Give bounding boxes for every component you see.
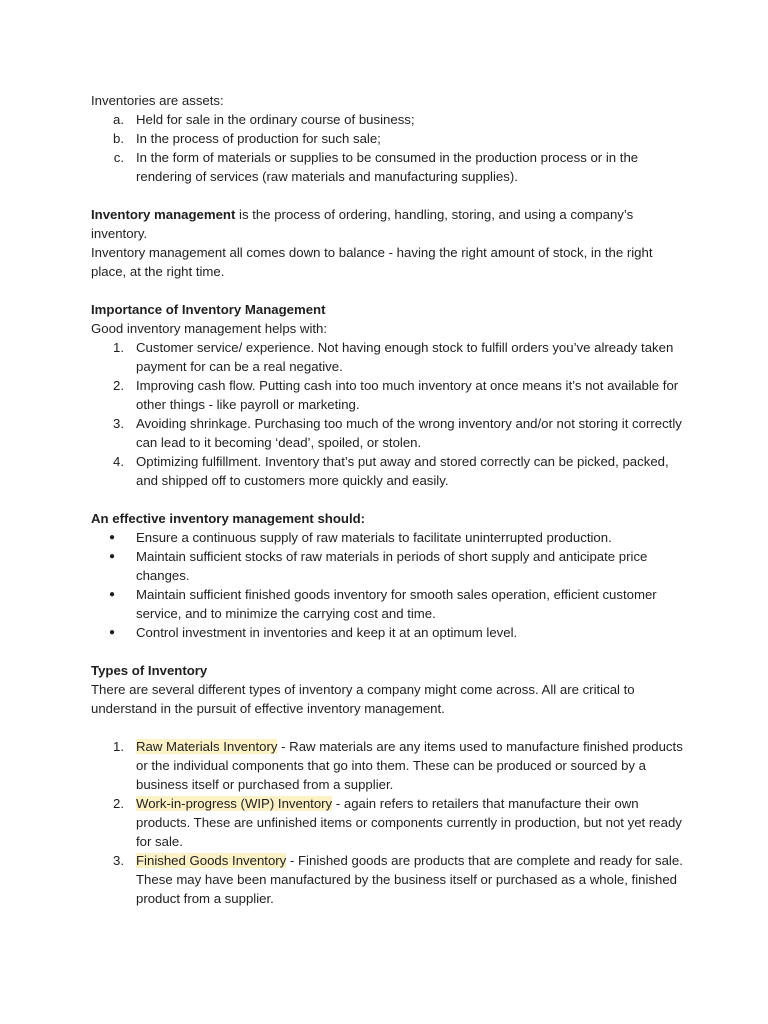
list-marker: 4.: [113, 454, 124, 469]
list-item-text: - again refers to retailers that manufacture their own products. These are unfinished items or components currently in production, but not yet ready for sale.: [136, 796, 682, 849]
list-item: [91, 376, 691, 414]
list-item-text: In the process of production for such sale;: [136, 131, 381, 146]
list-marker: a.: [113, 112, 124, 127]
importance-heading: Importance of Inventory Management: [91, 302, 326, 317]
types-intro: There are several different types of inventory a company might come across. All are critical to understand in the pursuit of effective inventory management.: [91, 682, 635, 716]
bullet-icon: ●: [109, 551, 116, 562]
list-item-text: Customer service/ experience. Not having enough stock to fulfill orders you’ve already taken payment for can be a real negative.: [136, 340, 674, 374]
list-item-text: Ensure a continuous supply of raw materials to facilitate uninterrupted production.: [136, 530, 612, 545]
list-item-text: Optimizing fulfillment. Inventory that’s put away and stored correctly can be picked, packed, and shipped off to customers more quickly and easily.: [136, 454, 669, 488]
importance-list: [91, 338, 691, 490]
list-item-text: Improving cash flow. Putting cash into too much inventory at once means it’s not available for other things - like payroll or marketing.: [136, 378, 679, 412]
document-body: [91, 91, 691, 908]
list-marker: 1.: [113, 739, 124, 754]
highlighted-term: Work-in-progress (WIP) Inventory: [136, 796, 333, 811]
list-marker: b.: [113, 131, 124, 146]
types-heading: Types of Inventory: [91, 663, 208, 678]
list-item-text: Control investment in inventories and keep it at an optimum level.: [136, 625, 518, 640]
importance-intro: Good inventory management helps with:: [91, 321, 328, 336]
list-item: [91, 737, 691, 794]
list-item: [91, 338, 691, 376]
list-item: [91, 129, 691, 148]
list-item: [91, 547, 691, 585]
assets-intro: Inventories are assets:: [91, 93, 224, 108]
highlighted-term: Finished Goods Inventory: [136, 853, 287, 868]
bullet-icon: ●: [109, 627, 116, 638]
list-item-text: - Finished goods are products that are complete and ready for sale. These may have been manufactured by the business itself or purchased as a whole, finished product from a supplier.: [136, 853, 683, 906]
bullet-icon: ●: [109, 589, 116, 600]
definition-paragraph: [91, 205, 691, 243]
types-list: [91, 737, 691, 908]
list-item-text: In the form of materials or supplies to be consumed in the production process or in the rendering of services (raw materials and manufacturing supplies).: [136, 150, 639, 184]
list-item: [91, 414, 691, 452]
list-item: [91, 148, 691, 186]
assets-list: [91, 110, 691, 186]
definition-text: is the process of ordering, handling, storing, and using a company’s inventory.: [91, 207, 634, 241]
list-marker: c.: [113, 150, 124, 165]
list-marker: 3.: [113, 416, 124, 431]
list-item: [91, 794, 691, 851]
list-item: [91, 623, 691, 642]
list-item: [91, 528, 691, 547]
list-item-text: Held for sale in the ordinary course of business;: [136, 112, 415, 127]
list-item-text: Avoiding shrinkage. Purchasing too much of the wrong inventory and/or not storing it correctly can lead to it becoming ‘dead’, spoiled, or stolen.: [136, 416, 682, 450]
list-item-text: Maintain sufficient finished goods inventory for smooth sales operation, efficient customer service, and to minimize the carrying cost and time.: [136, 587, 657, 621]
effective-list: [91, 528, 691, 642]
list-item: [91, 585, 691, 623]
list-item-text: Maintain sufficient stocks of raw materials in periods of short supply and anticipate price changes.: [136, 549, 648, 583]
list-marker: 1.: [113, 340, 124, 355]
list-item: [91, 452, 691, 490]
balance-paragraph: Inventory management all comes down to balance - having the right amount of stock, in the right place, at the right time.: [91, 245, 653, 279]
list-item-text: - Raw materials are any items used to manufacture finished products or the individual components that go into them. These can be produced or sourced by a business itself or purchased from a supplier.: [136, 739, 683, 792]
list-item: [91, 851, 691, 908]
effective-heading: An effective inventory management should:: [91, 511, 366, 526]
highlighted-term: Raw Materials Inventory: [136, 739, 278, 754]
definition-term: Inventory management: [91, 207, 236, 222]
list-marker: 2.: [113, 796, 124, 811]
list-marker: 3.: [113, 853, 124, 868]
list-marker: 2.: [113, 378, 124, 393]
bullet-icon: ●: [109, 532, 116, 543]
list-item: [91, 110, 691, 129]
